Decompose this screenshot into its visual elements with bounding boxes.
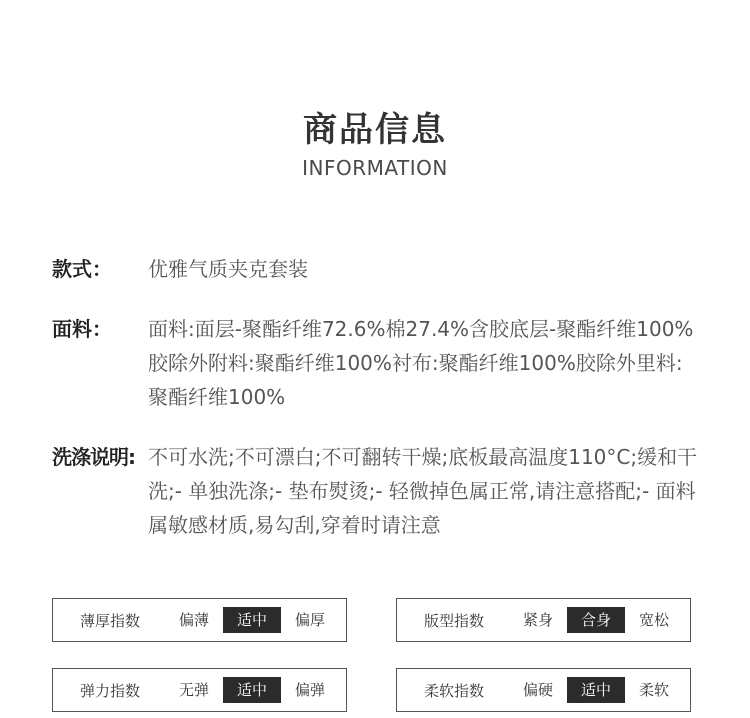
index-option: 无弹 [178, 681, 209, 699]
index-option: 偏弹 [294, 681, 325, 699]
style-label: 款式： [52, 257, 112, 281]
page-title: 商品信息 [303, 110, 447, 150]
index-option: 偏薄 [178, 611, 209, 629]
washing-value: 不可水洗;不可漂白;不可翻转干燥;底板最高温度110°C;缓和干洗;- 单独洗涤;- 垫布熨烫;- 轻微掉色属正常,请注意搭配;- 面料属敏感材质,易勾刮,穿着时请注意 [148, 445, 698, 537]
info-row-washing [52, 440, 702, 542]
index-option-selected: 适中 [223, 677, 281, 703]
washing-label: 洗涤说明: [52, 445, 135, 469]
info-row-style [52, 252, 702, 286]
index-box-thickness [52, 598, 347, 642]
index-name: 弹力指数 [79, 681, 140, 700]
index-option: 偏硬 [522, 681, 553, 699]
index-box-elasticity [52, 668, 347, 712]
index-name: 薄厚指数 [79, 611, 140, 630]
material-label: 面料： [52, 317, 112, 341]
index-option: 偏厚 [294, 611, 325, 629]
index-option-selected: 适中 [223, 607, 281, 633]
product-indices [52, 598, 693, 718]
style-value: 优雅气质夹克套装 [148, 257, 308, 281]
product-info [52, 252, 702, 568]
index-option-selected: 适中 [567, 677, 625, 703]
info-row-material [52, 312, 702, 414]
index-box-softness [396, 668, 691, 712]
page-subtitle: INFORMATION [302, 156, 448, 180]
material-value: 面料:面层-聚酯纤维72.6%棉27.4%含胶底层-聚酯纤维100%胶除外附料:聚酯纤维100%衬布:聚酯纤维100%胶除外里料:聚酯纤维100% [148, 317, 694, 409]
index-box-fit [396, 598, 691, 642]
index-option: 柔软 [638, 681, 669, 699]
page-header [0, 108, 750, 180]
index-name: 版型指数 [423, 611, 484, 630]
index-option: 紧身 [522, 611, 553, 629]
index-option: 宽松 [638, 611, 669, 629]
index-name: 柔软指数 [423, 681, 484, 700]
index-option-selected: 合身 [567, 607, 625, 633]
